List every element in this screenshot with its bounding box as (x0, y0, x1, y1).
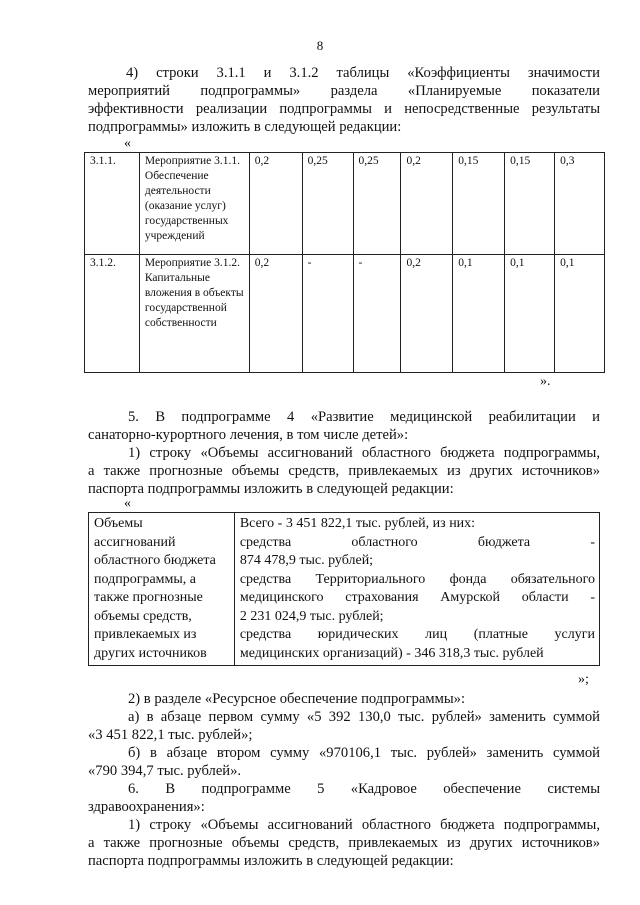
para5-line2: санаторно-курортного лечения, в том числе детей»: (88, 427, 409, 443)
para1-line1: 4) строки 3.1.1 и 3.1.2 таблицы «Коэффициенты значимости (126, 65, 600, 81)
value-cell: - (302, 255, 353, 373)
row-number: 3.1.2. (85, 255, 140, 373)
funding-label-cell (89, 513, 235, 666)
label-line: объемы средств, (94, 608, 192, 624)
label-line: ассигнований (94, 534, 176, 550)
row-number: 3.1.1. (85, 153, 140, 255)
table-row (89, 513, 600, 666)
close-quote-2: »; (578, 672, 589, 687)
close-quote: ». (540, 374, 551, 389)
page-number: 8 (316, 38, 324, 53)
item2a-line2: «3 451 822,1 тыс. рублей»; (88, 727, 253, 743)
para6-line2: здравоохранения»: (88, 799, 205, 815)
value-line: 874 478,9 тыс. рублей; (239, 553, 374, 568)
value-cell: - (353, 255, 401, 373)
value-line: средства Территориального фонда обязательного (239, 571, 595, 587)
value-cell: 0,25 (353, 153, 401, 255)
para1-line3: эффективности реализации подпрограммы и непосредственные результаты (88, 101, 600, 117)
value-line: 2 231 024,9 тыс. рублей; (239, 608, 384, 624)
funding-value-cell (234, 513, 599, 666)
para5-1-line3: паспорта подпрограммы изложить в следующей редакции: (88, 481, 454, 497)
value-cell: 0,2 (401, 255, 453, 373)
para5-line1: 5. В подпрограмме 4 «Развитие медицинской реабилитации и (128, 409, 600, 425)
item2b-line1: б) в абзаце втором сумму «970106,1 тыс. рублей» заменить суммой (128, 745, 600, 761)
open-quote-2: « (124, 496, 131, 511)
coefficients-table (84, 152, 605, 373)
value-cell: 0,1 (505, 255, 555, 373)
value-cell: 0,2 (249, 255, 302, 373)
para5-1-line1: 1) строку «Объемы ассигнований областного бюджета подпрограммы, (128, 445, 600, 461)
value-cell: 0,3 (555, 153, 605, 255)
para6-1-line1: 1) строку «Объемы ассигнований областного бюджета подпрограммы, (128, 817, 600, 833)
value-line: Всего - 3 451 822,1 тыс. рублей, из них: (239, 516, 476, 531)
value-cell: 0,15 (453, 153, 505, 255)
label-line: других источников (94, 645, 207, 661)
item2: 2) в разделе «Ресурсное обеспечение подпрограммы»: (128, 691, 465, 707)
value-line: средства областного бюджета - (239, 534, 595, 550)
para6-line1: 6. В подпрограмме 5 «Кадровое обеспечение системы (128, 781, 600, 797)
item2b-line2: «790 394,7 тыс. рублей». (88, 763, 242, 779)
value-line: средства юридических лиц (платные услуги (239, 627, 595, 642)
label-line: подпрограммы, а (94, 571, 196, 587)
table-row (85, 255, 605, 373)
value-line: медицинского страхования Амурской области - (239, 590, 595, 605)
table-row (85, 153, 605, 255)
label-line: также прогнозные (94, 590, 203, 605)
para6-1-line3: паспорта подпрограммы изложить в следующей редакции: (88, 853, 454, 869)
value-cell: 0,2 (401, 153, 453, 255)
item2a-line1: а) в абзаце первом сумму «5 392 130,0 тыс. рублей» заменить суммой (128, 709, 600, 725)
label-line: привлекаемых из (94, 627, 197, 642)
para5-1-line2: а также прогнозные объемы средств, привлекаемых из других источников» (88, 463, 600, 479)
value-cell: 0,2 (249, 153, 302, 255)
row-name: Мероприятие 3.1.1. Обеспечение деятельности (оказание услуг) государственных учреждений (139, 153, 249, 255)
para1-line2: мероприятий подпрограммы» раздела «Планируемые показатели (88, 83, 600, 99)
label-line: Объемы (94, 516, 143, 531)
para6-1-line2: а также прогнозные объемы средств, привлекаемых из других источников» (88, 835, 600, 851)
value-cell: 0,25 (302, 153, 353, 255)
value-cell: 0,1 (453, 255, 505, 373)
label-line: областного бюджета (94, 553, 216, 568)
row-name: Мероприятие 3.1.2. Капитальные вложения в объекты государственной собственности (139, 255, 249, 373)
funding-table (88, 512, 600, 666)
value-line: медицинских организаций) - 346 318,3 тыс. рублей (239, 645, 544, 661)
open-quote: « (124, 136, 131, 151)
para1-line4: подпрограммы» изложить в следующей редакции: (88, 119, 402, 135)
value-cell: 0,15 (505, 153, 555, 255)
value-cell: 0,1 (555, 255, 605, 373)
